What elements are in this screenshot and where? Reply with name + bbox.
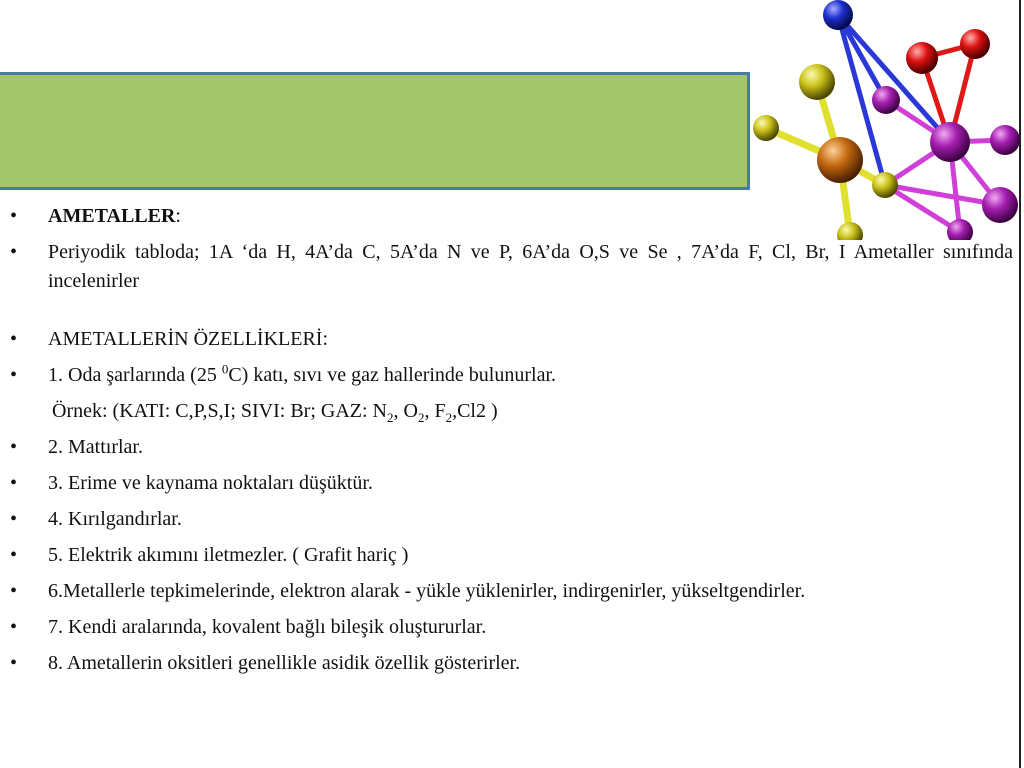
bullet: • — [10, 616, 18, 638]
section-title: AMETALLER — [48, 205, 176, 227]
spacer — [10, 303, 1013, 325]
slide-content — [10, 202, 1013, 685]
property-1-text-end: C) katı, sıvı ve gaz hallerinde bulunurlar. — [228, 364, 557, 386]
property-5-text: 5. Elektrik akımını iletmezler. ( Grafit hariç ) — [48, 544, 409, 566]
property-7-text: 7. Kendi aralarında, kovalent bağlı bileşik oluştururlar. — [48, 616, 487, 638]
degree-superscript: 0 — [221, 361, 229, 377]
list-item-heading — [10, 202, 1013, 231]
property-3-text: 3. Erime ve kaynama noktaları düşüktür. — [48, 472, 373, 494]
property-6-text: 6.Metallerle tepkimelerinde, elektron alarak - yükle yüklenirler, indirgenirler, yükseltgendirler. — [48, 580, 806, 602]
example-suffix: ,Cl2 ) — [452, 400, 498, 422]
list-item-property-6 — [10, 577, 1013, 606]
bullet: • — [10, 580, 18, 602]
periodic-table-text: Periyodik tabloda; 1A ‘da H, 4A’da C, 5A’da N ve P, 6A’da O,S ve Se , 7A’da F, Cl, Br, I Ametaller sınıfında incelenirler — [48, 241, 1013, 292]
list-item-property-4 — [10, 505, 1013, 534]
bullet: • — [10, 205, 18, 227]
list-item-periodic-table — [10, 238, 1013, 296]
list-item-property-1 — [10, 361, 1013, 390]
bullet: • — [10, 241, 18, 263]
property-1-text-start: 1. Oda şarlarında (25 — [48, 364, 222, 386]
bullet: • — [10, 508, 18, 530]
title-bar — [0, 72, 750, 190]
list-item-properties-heading — [10, 325, 1013, 354]
list-item-property-7 — [10, 613, 1013, 642]
example-line — [10, 397, 1013, 426]
bullet: • — [10, 436, 18, 458]
slide-right-border — [1019, 0, 1021, 768]
example-mid-1: , O — [393, 400, 418, 422]
properties-heading: AMETALLERİN ÖZELLİKLERİ: — [48, 328, 328, 350]
fluorine-subscript: 2 — [445, 410, 453, 425]
example-mid-2: , F — [424, 400, 446, 422]
bullet: • — [10, 652, 18, 674]
property-2-text: 2. Mattırlar. — [48, 436, 143, 458]
bullet: • — [10, 544, 18, 566]
list-item-property-2 — [10, 433, 1013, 462]
example-prefix: Örnek: (KATI: C,P,S,I; SIVI: Br; GAZ: N — [52, 400, 387, 422]
property-8-text: 8. Ametallerin oksitleri genellikle asidik özellik gösterirler. — [48, 652, 521, 674]
property-4-text: 4. Kırılgandırlar. — [48, 508, 182, 530]
section-title-colon: : — [175, 205, 181, 227]
list-item-property-3 — [10, 469, 1013, 498]
nitrogen-subscript: 2 — [387, 410, 394, 425]
list-item-property-5 — [10, 541, 1013, 570]
oxygen-subscript: 2 — [417, 410, 425, 425]
bullet: • — [10, 328, 18, 350]
bullet: • — [10, 364, 18, 386]
bullet: • — [10, 472, 18, 494]
list-item-property-8 — [10, 649, 1013, 678]
